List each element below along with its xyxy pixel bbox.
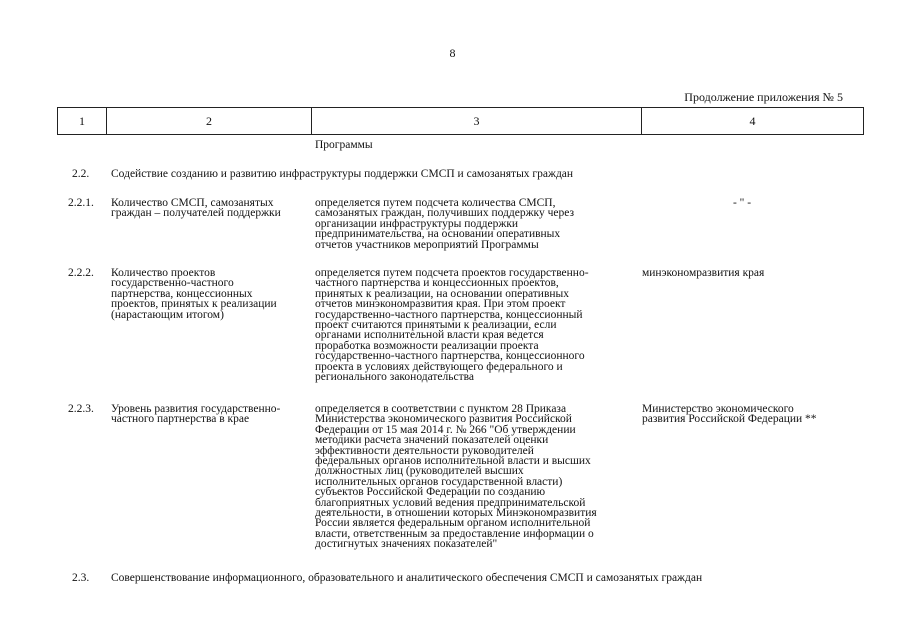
section-number: 2.2. — [72, 168, 90, 180]
section-title: Совершенствование информационного, образовательного и аналитического обеспечения СМСП и самозанятых граждан — [111, 572, 703, 584]
table-header — [57, 107, 864, 135]
row-indicator: Уровень развития государственно- частного партнерства в крае — [111, 403, 281, 426]
row-method: определяется путем подсчета количества СМСП, самозанятых граждан, получивших поддержку через организации инфраструктуры поддержки предпринимательства, на основании оперативных отчетов участников мероприятий Программы — [315, 197, 575, 251]
section-title: Содействие созданию и развитию инфраструктуры поддержки СМСП и самозанятых граждан — [111, 168, 574, 180]
section-number: 2.3. — [72, 572, 90, 584]
appendix-continuation-label: Продолжение приложения № 5 — [684, 90, 843, 104]
header-col-2: 2 — [107, 108, 312, 135]
row-indicator: Количество СМСП, самозанятых граждан – получателей поддержки — [111, 197, 281, 220]
row-number: 2.2.2. — [68, 267, 94, 279]
row-number: 2.2.1. — [68, 197, 94, 209]
row-indicator: Количество проектов государственно-частного партнерства, концессионных проектов, принятых к реализации (нарастающим итогом) — [111, 267, 277, 321]
header-col-1: 1 — [58, 108, 107, 135]
header-col-4: 4 — [642, 108, 864, 135]
carry-over-text: Программы — [315, 139, 373, 151]
page-number: 8 — [449, 46, 456, 60]
header-col-3: 3 — [312, 108, 642, 135]
row-number: 2.2.3. — [68, 403, 94, 415]
row-source: Министерство экономического развития Российской Федерации ** — [642, 403, 817, 426]
row-source: минэкономразвития края — [642, 267, 765, 279]
row-method: определяется путем подсчета проектов государственно- частного партнерства и концессионных проектов, принятых к реализации, на основании оперативных отчетов минэкономразвития края. При этом проект государственно-частного партнерства, концессионный проект считаются принятыми к реализации, если органами исполнительной власти края ведется проработка возможности реализации проекта государственно-частного партнерства, концессионного проекта в условиях действующего федерального и регионального законодательства — [315, 267, 589, 384]
row-source: - " - — [732, 197, 752, 209]
row-method: определяется в соответствии с пунктом 28 Приказа Министерства экономического развития Российской Федерации от 15 мая 2014 г. № 266 "Об утверждении методики расчета значений показателей оценки эффективности деятельности руководителей федеральных органов исполнительной власти и высших должностных лиц (руководителей высших исполнительных органов государственной власти) субъектов Российской Федерации по созданию благоприятных условий ведения предпринимательской деятельности, в отношении которых Минэкономразвития России является федеральным органом исполнительной власти, ответственным за предоставление информации о достигнутых значениях показателей" — [315, 403, 597, 551]
